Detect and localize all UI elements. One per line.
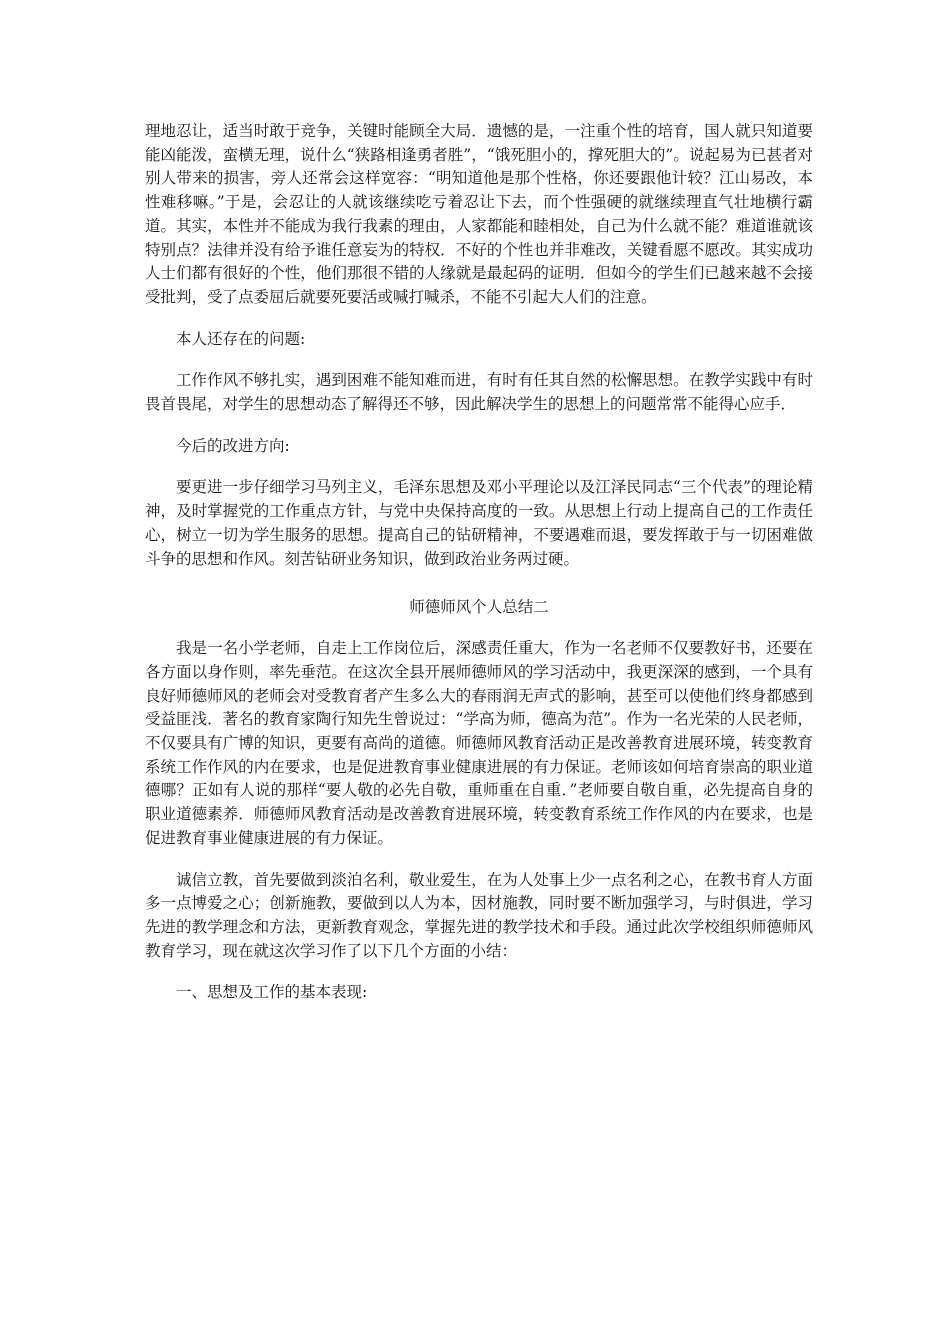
section-title: 师德师风个人总结二 — [409, 598, 549, 617]
paragraph-improvement-heading: 今后的改进方向: — [176, 436, 290, 455]
paragraph-teacher-intro: 我是一名小学老师，自走上工作岗位后，深感责任重大，作为一名老师不仅要教好书，还要在各方面以身作则，率先垂范。在这次全县开展师德师风的学习活动中，我更深深的感到，一个具有良好师德师风的老师会对受教育者产生多么大的春雨润无声式的影响，甚至可以使他们终身都感到受益匪浅．著名的教育家陶行知先生曾说过：“学高为师，德高为范”。作为一名光荣的人民老师，不仅要具有广博的知识，更要有高尚的道德。师德师风教育活动正是改善教育进展环境，转变教育系统工作作风的内在要求，也是促进教育事业健康进展的有力保证。老师该如何培育崇高的职业道德哪？正如有人说的那样“要人敬的必先自敬，重师重在自重．”老师要自敬自重，必先提高自身的职业道德素养．师德师风教育活动是改善教育进展环境，转变教育系统工作作风的内在要求，也是促进教育事业健康进展的有力保证。 — [145, 639, 813, 847]
document-page — [145, 120, 813, 1023]
paragraph-basic-performance-heading: 一、思想及工作的基本表现: — [176, 983, 368, 1002]
paragraph-character-tolerance: 理地忍让，适当时敢于竞争，关键时能顾全大局．遗憾的是，一注重个性的培育，国人就只知道要能凶能泼，蛮横无理，说什么“狭路相逢勇者胜”，“饿死胆小的，撑死胆大的”。说起易为已甚者对别人带来的损害，旁人还常会这样宽容：“明知道他是那个性格，你还要跟他计较？江山易改，本性难移嘛。”于是，会忍让的人就该继续吃亏着忍让下去，而个性强硬的就继续理直气壮地横行霸道。其实，本性并不能成为我行我素的理由，人家都能和睦相处，自己为什么就不能？难道谁就该特别点？法律并没有给予谁任意妄为的特权．不好的个性也并非难改，关键看愿不愿改。其实成功人士们都有很好的个性，他们那很不错的人缘就是最起码的证明．但如今的学生们已越来越不会接受批判，受了点委屈后就要死要活或喊打喊杀，不能不引起大人们的注意。 — [145, 122, 813, 306]
paragraph-improvement-direction: 要更进一步仔细学习马列主义，毛泽东思想及邓小平理论以及江泽民同志“三个代表”的理论精神，及时掌握党的工作重点方针，与党中央保持高度的一致。从思想上行动上提高自己的工作责任心，树立一切为学生服务的思想。提高自己的钻研精神，不要遇难而退，要发挥敢于与一切困难做斗争的思想和作风。刻苦钻研业务知识，做到政治业务两过硬。 — [145, 478, 813, 568]
paragraph-integrity-teaching: 诚信立教，首先要做到淡泊名利，敬业爱生，在为人处事上少一点名利之心，在教书育人方面多一点博爱之心；创新施教，要做到以人为本，因材施教，同时要不断加强学习，与时俱进，学习先进的教学理念和方法，更新教育观念，掌握先进的教学技术和手段。通过此次学校组织师德师风教育学习，现在就这次学习作了以下几个方面的小结： — [145, 870, 813, 960]
paragraph-existing-problems-heading: 本人还存在的问题: — [176, 329, 306, 348]
paragraph-existing-problems: 工作作风不够扎实，遇到困难不能知难而进，有时有任其自然的松懈思想。在教学实践中有时畏首畏尾，对学生的思想动态了解得还不够，因此解决学生的思想上的问题常常不能得心应手． — [145, 371, 813, 414]
